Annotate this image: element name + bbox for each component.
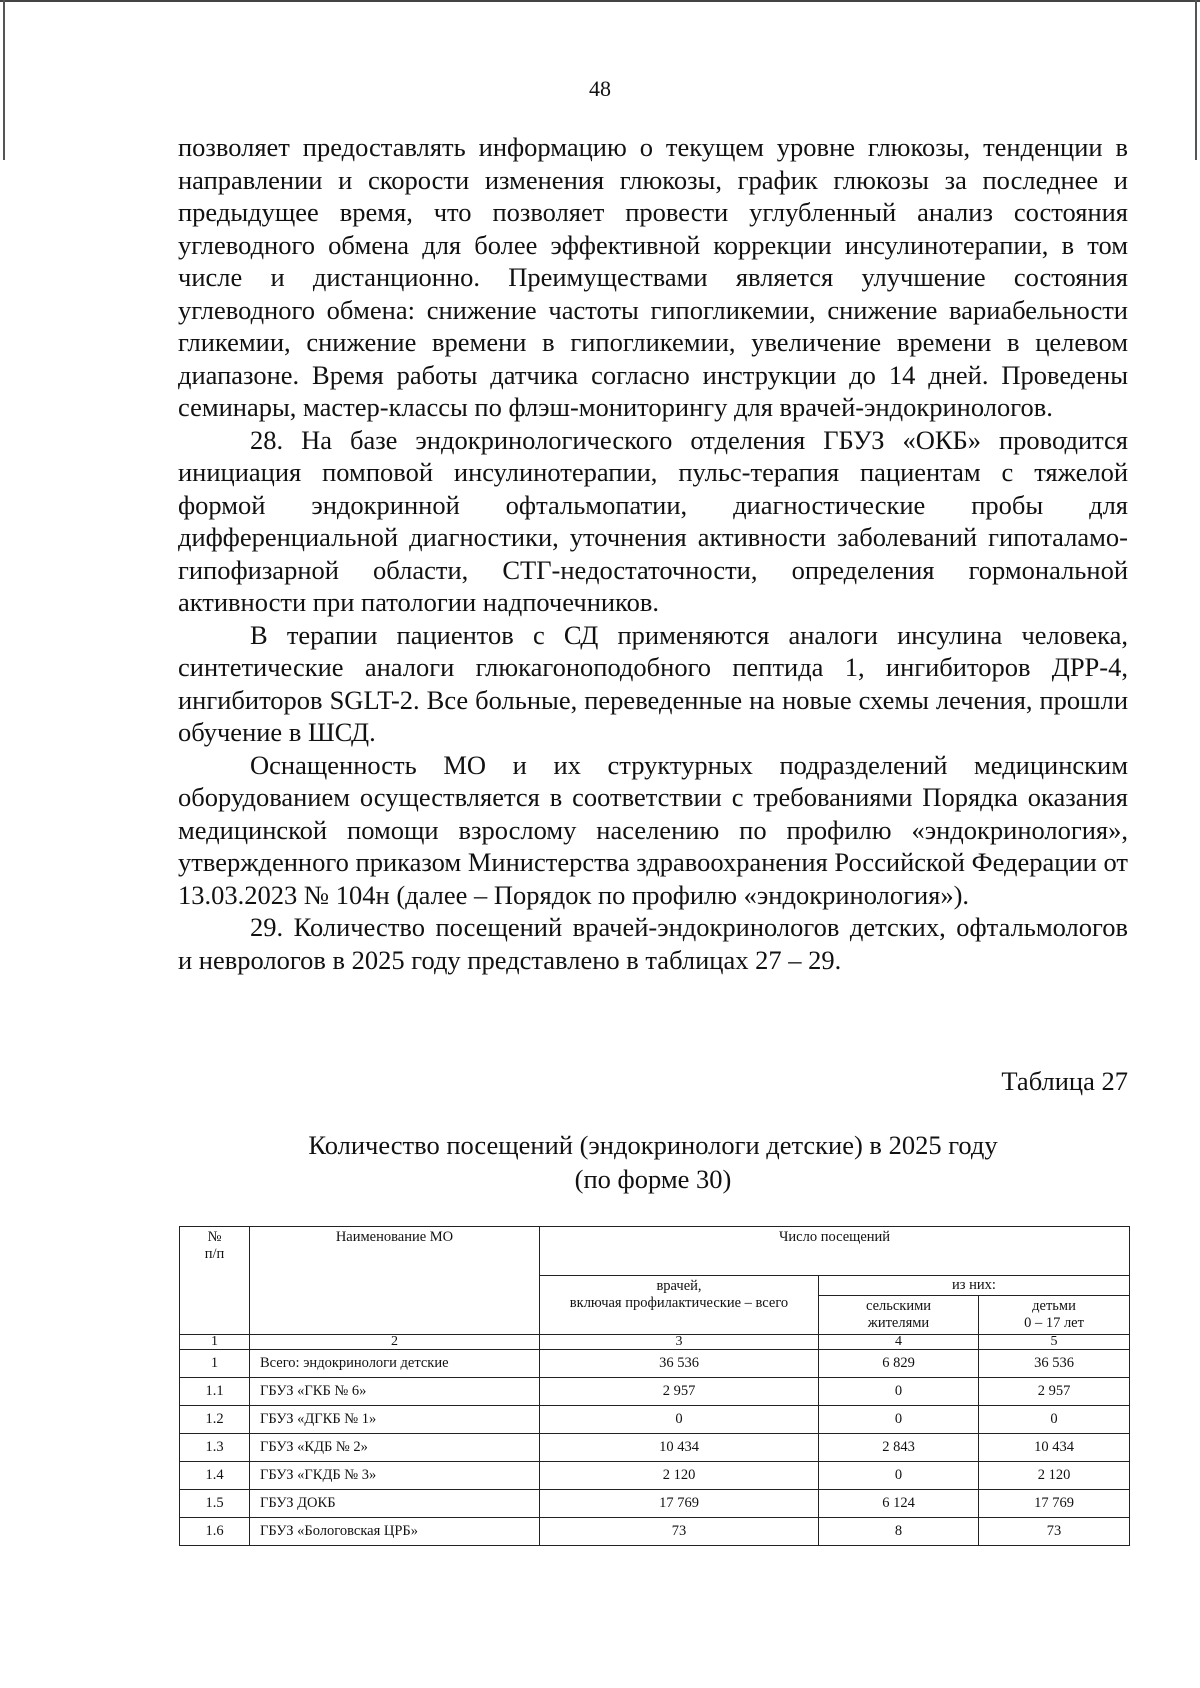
row-name: Всего: эндокринологи детские [250, 1350, 540, 1378]
row-total: 0 [540, 1406, 819, 1434]
header-rural-line2: жителями [867, 1315, 930, 1331]
row-rural: 2 843 [819, 1434, 979, 1462]
column-number: 2 [250, 1335, 540, 1350]
row-rural: 0 [819, 1462, 979, 1490]
table-label: Таблица 27 [1001, 1066, 1128, 1096]
row-total: 73 [540, 1518, 819, 1546]
table-row [180, 1462, 1130, 1490]
table-title-line2: (по форме 30) [574, 1164, 732, 1194]
row-children: 2 120 [979, 1462, 1130, 1490]
row-num: 1 [180, 1350, 250, 1378]
row-children: 17 769 [979, 1490, 1130, 1518]
visits-table [179, 1226, 1130, 1546]
row-num: 1.4 [180, 1462, 250, 1490]
row-num: 1.3 [180, 1434, 250, 1462]
row-num: 1.2 [180, 1406, 250, 1434]
header-name: Наименование МО [250, 1227, 540, 1335]
paragraph-therapy: В терапии пациентов с СД применяются аналоги инсулина человека, синтетические аналоги глюкагоноподобного пептида 1, ингибиторов ДРР-4, ингибиторов SGLT-2. Все больные, переведенные на новые схемы лечения, прошли обучение в ШСД. [178, 619, 1128, 747]
table-row [180, 1378, 1130, 1406]
header-of-them: из них: [819, 1276, 1130, 1296]
header-num [180, 1227, 250, 1335]
row-num: 1.5 [180, 1490, 250, 1518]
table-row [180, 1350, 1130, 1378]
header-rural [819, 1296, 979, 1335]
header-doctors-line1: врачей, [656, 1278, 702, 1294]
column-number: 1 [180, 1335, 250, 1350]
column-numbers-row [180, 1335, 1130, 1350]
row-total: 2 957 [540, 1378, 819, 1406]
row-rural: 0 [819, 1378, 979, 1406]
table-row [180, 1406, 1130, 1434]
header-visits: Число посещений [540, 1227, 1130, 1276]
row-total: 17 769 [540, 1490, 819, 1518]
table-row [180, 1434, 1130, 1462]
header-rural-line1: сельскими [865, 1298, 932, 1314]
column-number: 3 [540, 1335, 819, 1350]
scan-edge-top [0, 0, 1200, 2]
header-children-line1: детьми [1032, 1298, 1076, 1314]
row-total: 10 434 [540, 1434, 819, 1462]
table-row [180, 1518, 1130, 1546]
page-number: 48 [589, 76, 611, 101]
row-name: ГБУЗ «Бологовская ЦРБ» [250, 1518, 540, 1546]
header-children-line2: 0 – 17 лет [1024, 1315, 1084, 1331]
row-rural: 8 [819, 1518, 979, 1546]
header-num-line2: п/п [204, 1246, 225, 1262]
row-rural: 0 [819, 1406, 979, 1434]
header-children [979, 1296, 1130, 1335]
table-title-line1: Количество посещений (эндокринологи детские) в 2025 году [308, 1130, 998, 1160]
row-num: 1.6 [180, 1518, 250, 1546]
table-row [180, 1490, 1130, 1518]
row-total: 2 120 [540, 1462, 819, 1490]
row-name: ГБУЗ «КДБ № 2» [250, 1434, 540, 1462]
column-number: 5 [979, 1335, 1130, 1350]
header-doctors [540, 1276, 819, 1335]
row-children: 36 536 [979, 1350, 1130, 1378]
row-total: 36 536 [540, 1350, 819, 1378]
paragraph-28: 28. На базе эндокринологического отделения ГБУЗ «ОКБ» проводится инициация помповой инсулинотерапии, пульс-терапия пациентам с тяжелой формой эндокринной офтальмопатии, диагностические пробы для дифференциальной диагностики, уточнения активности заболеваний гипоталамо-гипофизарной области, СТГ-недостаточности, определения гормональной активности при патологии надпочечников. [178, 424, 1128, 617]
header-doctors-line2: включая профилактические – всего [569, 1295, 789, 1311]
row-children: 10 434 [979, 1434, 1130, 1462]
row-num: 1.1 [180, 1378, 250, 1406]
paragraph-equipment: Оснащенность МО и их структурных подразделений медицинским оборудованием осуществляется в соответствии с требованиями Порядка оказания медицинской помощи взрослому населению по профилю «эндокринология», утвержденного приказом Министерства здравоохранения Российской Федерации от 13.03.2023 № 104н (далее – Порядок по профилю «эндокринология»). [178, 749, 1128, 910]
row-name: ГБУЗ «ДГКБ № 1» [250, 1406, 540, 1434]
row-children: 73 [979, 1518, 1130, 1546]
header-num-line1: № [207, 1229, 222, 1245]
row-rural: 6 124 [819, 1490, 979, 1518]
row-name: ГБУЗ «ГКБ № 6» [250, 1378, 540, 1406]
row-name: ГБУЗ «ГКДБ № 3» [250, 1462, 540, 1490]
row-children: 0 [979, 1406, 1130, 1434]
row-name: ГБУЗ ДОКБ [250, 1490, 540, 1518]
paragraph-29: 29. Количество посещений врачей-эндокринологов детских, офтальмологов и неврологов в 2025 году представлено в таблицах 27 – 29. [178, 912, 1128, 975]
table-title [178, 1128, 1128, 1196]
row-rural: 6 829 [819, 1350, 979, 1378]
column-number: 4 [819, 1335, 979, 1350]
paragraph-continuation: позволяет предоставлять информацию о текущем уровне глюкозы, тенденции в направлении и скорости изменения глюкозы, график глюкозы за последнее и предыдущее время, что позволяет провести углубленный анализ состояния углеводного обмена для более эффективной коррекции инсулинотерапии, в том числе и дистанционно. Преимуществами является улучшение состояния углеводного обмена: снижение частоты гипогликемии, снижение вариабельности гликемии, снижение времени в гипогликемии, увеличение времени в целевом диапазоне. Время работы датчика согласно инструкции до 14 дней. Проведены семинары, мастер-классы по флэш-мониторингу для врачей-эндокринологов. [178, 132, 1128, 422]
row-children: 2 957 [979, 1378, 1130, 1406]
body-text [178, 131, 1128, 976]
